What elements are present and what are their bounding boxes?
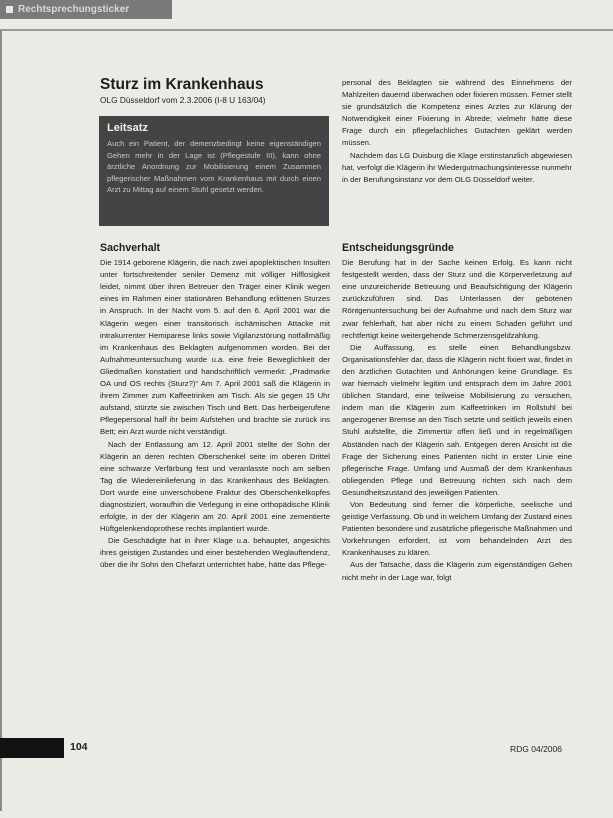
continued-paragraph: Nachdem das LG Duisburg die Klage erstinstanzlich abgewiesen hat, verfolgt die Klägerin ihr Wiedergutmachungsinteresse nunmehr in der Berufungsinstanz vor dem OLG Düsseldorf weiter. [342, 150, 572, 184]
continued-text [342, 77, 572, 186]
entscheidungsgruende-paragraph: Die Auffassung, es stelle einen Behandlungsbzw. Organisationsfehler dar, dass die Klägerin nicht fixiert war, findet in den ärztlichen Gutachten und Anhörungen keine Grundlage. Es war hiernach vielmehr legitim und entsprach dem im Jahre 2001 üblichen Standard, eine teilweise Mobilisierung zu versuchen, indem man die Klägerin zum Kaffeetrinken im Rollstuhl bei angezogener Bremse an den Tisch setzte und seitlich jeweils einen Stuhl aufstellte, die Zimmertür offen ließ und in regelmäßigen Abständen nach der Klägerin sah. Entgegen deren Ansicht ist die Frage der Sicherung eines Patienten nicht in erster Linie eine pflegerische Frage. Umfang und Ausmaß der dem Krankenhaus obliegenden Pflege und Betreuung richten sich nach dem Gesundheitszustand des jeweiligen Patienten. [342, 342, 572, 497]
entscheidungsgruende-paragraph: Von Bedeutung sind ferner die körperliche, seelische und geistige Verfassung. Ob und in welchem Umfang der Zustand eines Patienten besondere und zusätzliche pflegerische Maßnahmen und Vorkehrungen erfordert, ist vom behandelnden Arzt des Krankenhauses zu klären. [342, 499, 572, 558]
section-label: Rechtsprechungsticker [18, 4, 130, 15]
sachverhalt-paragraph: Nach der Entlassung am 12. April 2001 stellte der Sohn der Klägerin an deren rechten Oberschenkel seite im oberen Drittel eine schwarze Verfärbung fest und veranlasste noch am selben Tag die Wiedereinlieferung in das Krankenhaus des Beklagten. Dort wurde eine unverschobene Fraktur des Oberschenkelkopfes diagnostiziert, woraufhin die Verlegung in eine orthopädische Klinik erfolgte, in der der Klägerin am 20. April 2001 eine zementierte Hüftgelenkendoprothese rechts implantiert wurde. [100, 439, 330, 534]
leitsatz-heading: Leitsatz [107, 122, 148, 134]
section-header-tab [0, 0, 172, 19]
issue-label: RDG 04/2006 [510, 744, 562, 754]
sachverhalt-heading: Sachverhalt [100, 242, 161, 254]
entscheidungsgruende-heading: Entscheidungsgründe [342, 242, 454, 254]
article-title: Sturz im Krankenhaus [100, 76, 264, 93]
sachverhalt-section [100, 242, 330, 572]
entscheidungsgruende-paragraph: Aus der Tatsache, dass die Klägerin zum eigenständigen Gehen nicht mehr in der Lage war, folgt [342, 560, 572, 582]
page-number: 104 [70, 741, 88, 753]
leitsatz-box [99, 116, 329, 226]
entscheidungsgruende-section [342, 242, 572, 584]
header-rule [0, 29, 613, 31]
continued-paragraph: personal des Beklagten sie während des Einnehmens der Mahlzeiten dauernd überwachen oder fixieren müssen. Ferner stellt sie grundsätzlich die Kompetenz eines Arztes zur Klärung der Notwendigkeit einer Fixierung in Abrede; vielmehr hätte diese Frage durch ein pflegefachliches Gutachten geklärt werden müssen. [342, 78, 572, 148]
entscheidungsgruende-paragraph: Die Berufung hat in der Sache keinen Erfolg. Es kann nicht festgestellt werden, dass der Sturz und die Körperverletzung auf eine unzureichende Betreuung und Beaufsichtigung der Klägerin zurückzuführen sind. Das Unterlassen der gebotenen Röntgenuntersuchung bei der Aufnahme und nach dem Sturz war zwar fehlerhaft, hat aber nicht zu einem Schaden geführt und rechtfertigt keine weitergehende Schmerzensgeldzahlung. [342, 258, 572, 340]
left-edge-rule [0, 31, 2, 811]
leitsatz-text: Auch ein Patient, der demenzbedingt keine eigenständigen Gehen mehr in der Lage ist (Pflegestufe III), kann ohne ärztliche Anordnung zur Mobilisierung einem Zusammen pflegerischer Maßnahmen vom Krankenhaus mit durch einen Arzt zu Mittag auf einem Stuhl gesetzt werden. [107, 139, 321, 195]
sachverhalt-paragraph: Die 1914 geborene Klägerin, die nach zwei apoplektischen Insulten unter fortschreitender seniler Demenz mit völliger Hilflosigkeit leidet, nimmt über ihren Betreuer den Träger einer Klinik wegen eines im Rahmen einer stationären Behandlung erlittenen Sturzes in Anspruch. In der Nacht vom 5. auf den 6. April 2001 war die Klägerin wegen einer transitorisch ischämischen Attacke mit intrakurrenter Hemiparese links sowie Vigilanzstörung notfallmäßig im Krankenhaus des Beklagten aufgenommen worden. Bei der Aufnahmeuntersuchung wurde u.a. eine freie Beweglichkeit der Gliedmaßen konstatiert und handschriftlich vermerkt: „Pradmarke OA und OS rechts (Sturz?)“ Am 7. April 2001 saß die Klägerin in ihrem Zimmer zum Kaffeetrinken am Tisch. Als sie gegen 15 Uhr aufstand, stürzte sie zwischen Tisch und Bett. Das herbeigerufene Pflegepersonal half ihr beim Aufstehen und brachte sie zurück ins Bett; ein Arzt wurde nicht verständigt. [100, 258, 330, 437]
article-citation: OLG Düsseldorf vom 2.3.2006 (I-8 U 163/04) [100, 95, 266, 105]
square-bullet-icon [6, 6, 13, 13]
footer-bar [0, 738, 64, 758]
sachverhalt-paragraph: Die Geschädigte hat in ihrer Klage u.a. behauptet, angesichts ihres geistigen Zustandes und einer bestehenden Weglauftendenz, über die ihr Sohn den Chefarzt unterrichtet habe, hätte das Pflege- [100, 536, 330, 570]
